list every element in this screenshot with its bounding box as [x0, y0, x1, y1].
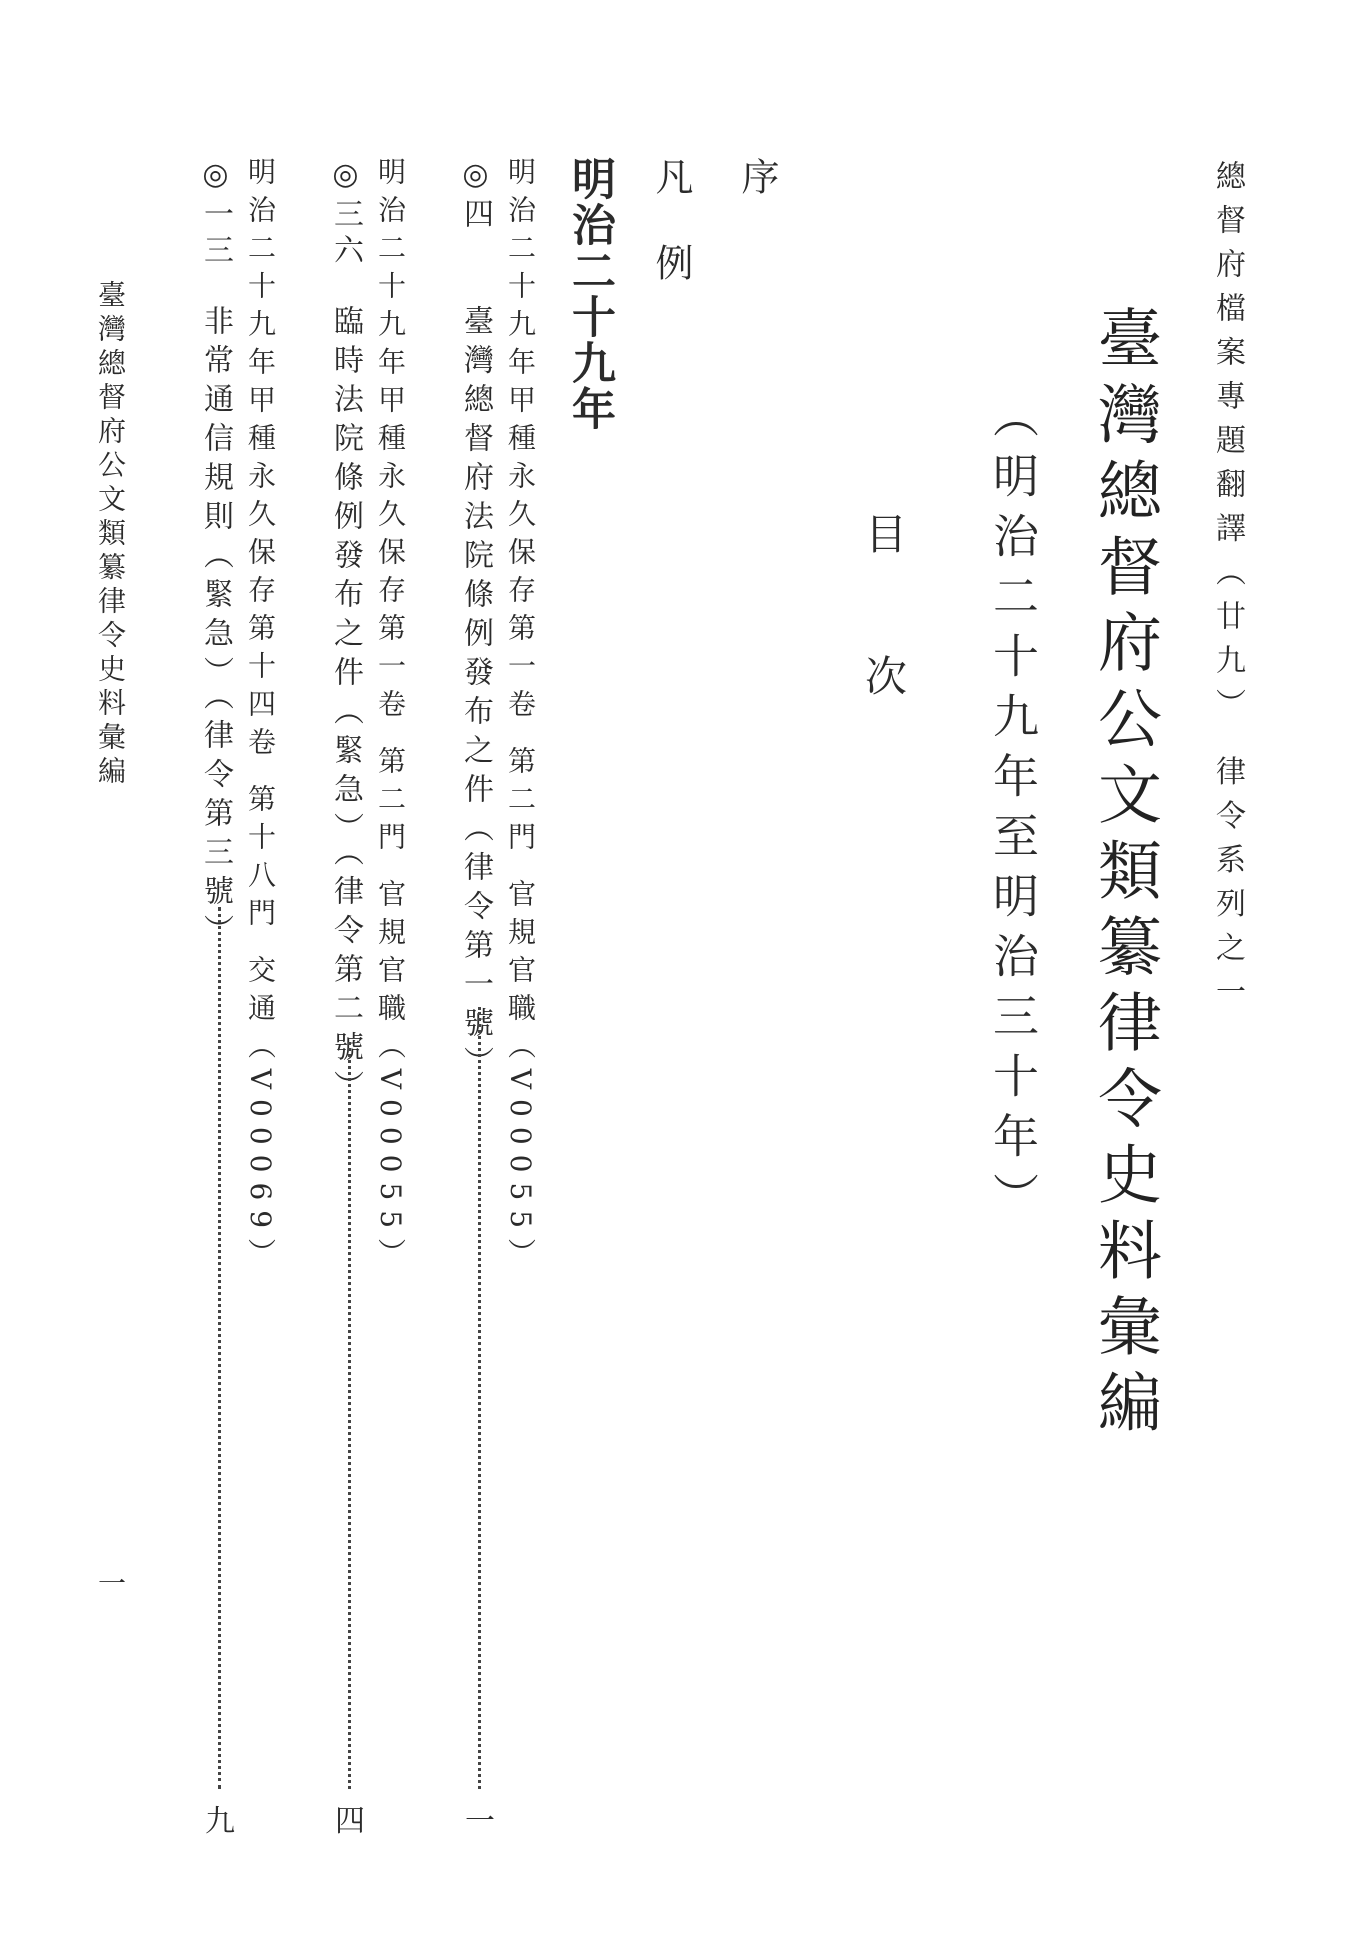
- leader-dots: [478, 1007, 481, 1789]
- entry-mark: ◎三六: [328, 157, 363, 270]
- toc-item-notes: 凡例: [649, 157, 693, 329]
- running-title: 臺灣總督府公文類纂律令史料彙編: [94, 280, 127, 790]
- entry-source: 明治二十九年甲種永久保存第一卷 第二門 官規官職（V00055）: [374, 157, 407, 1277]
- entry-text: 臨時法院條例發布之件（緊急）（律令第二號）: [328, 305, 363, 1109]
- series-title: 總督府檔案專題翻譯（廿九） 律令系列之一: [1210, 160, 1245, 1020]
- entry-page: 四: [335, 1804, 365, 1839]
- year-heading: 明治二十九年: [564, 156, 615, 432]
- entry-page: 一: [465, 1804, 495, 1839]
- leader-dots: [218, 907, 221, 1789]
- toc-heading: 目次: [859, 512, 908, 796]
- toc-entry: [460, 157, 500, 1837]
- entry-text: 臺灣總督府法院條例發布之件（律令第一號）: [458, 305, 493, 1085]
- entry-text: 非常通信規則（緊急）（律令第三號）: [198, 305, 233, 953]
- entry-page: 九: [205, 1804, 235, 1839]
- book-title: 臺灣總督府公文類纂律令史料彙編: [1087, 305, 1161, 1445]
- page-number: 一: [98, 1567, 127, 1600]
- toc-entry: [200, 157, 240, 1837]
- entry-mark: ◎一三: [198, 157, 233, 270]
- book-period: （明治二十九年至明治三十年）: [986, 392, 1040, 1232]
- entry-source: 明治二十九年甲種永久保存第一卷 第二門 官規官職（V00055）: [504, 157, 537, 1277]
- toc-entry: [330, 157, 370, 1837]
- toc-item-preface: 序: [735, 157, 779, 195]
- entry-mark: ◎四: [458, 157, 493, 234]
- entry-source: 明治二十九年甲種永久保存第十四卷 第十八門 交通（V00069）: [244, 157, 277, 1277]
- leader-dots: [348, 1042, 351, 1789]
